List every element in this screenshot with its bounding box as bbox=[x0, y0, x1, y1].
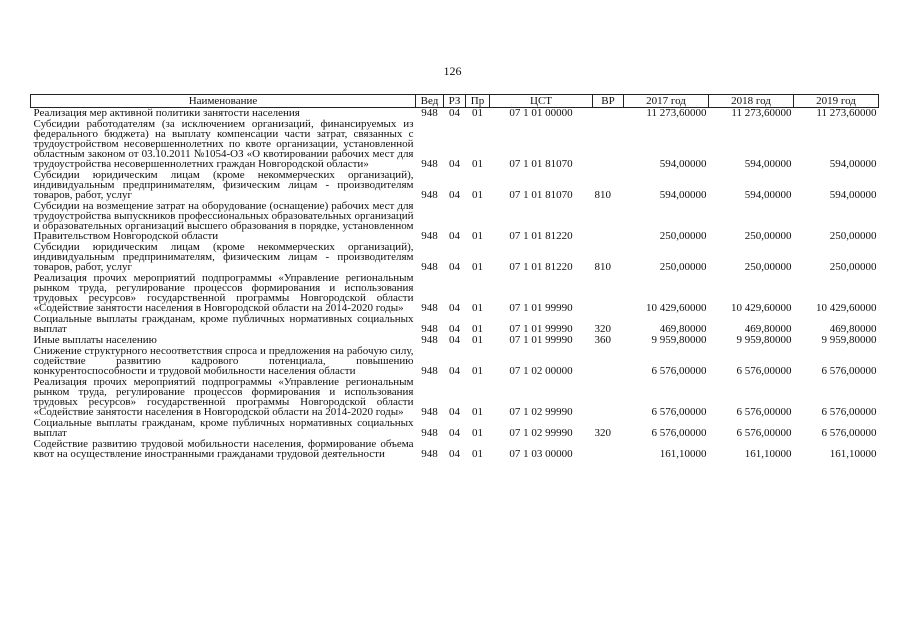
table-row bbox=[31, 377, 879, 418]
row-value-2017: 469,80000 bbox=[659, 323, 707, 335]
row-cst: 07 1 01 99990 bbox=[509, 302, 573, 314]
header-pr: Пр bbox=[466, 95, 490, 108]
row-value-2018: 469,80000 bbox=[744, 323, 792, 335]
row-cst: 07 1 03 00000 bbox=[509, 448, 573, 460]
row-name: Снижение структурного несоответствия спроса и предложения на рабочую силу, содействие развитию кадрового потенциала, повышению конкурентоспособности и трудовой мобильности населения области bbox=[33, 345, 414, 377]
row-ved: 948 bbox=[421, 334, 438, 346]
row-rz: 04 bbox=[449, 302, 460, 314]
header-cst: ЦСТ bbox=[490, 95, 593, 108]
row-ved: 948 bbox=[421, 107, 438, 119]
row-rz: 04 bbox=[449, 230, 460, 242]
table-row bbox=[31, 201, 879, 242]
row-value-2018: 6 576,00000 bbox=[736, 427, 792, 439]
table-row bbox=[31, 242, 879, 273]
row-cst: 07 1 02 99990 bbox=[509, 427, 573, 439]
row-name: Иные выплаты населению bbox=[33, 334, 157, 346]
table-row bbox=[31, 119, 879, 170]
row-value-2018: 6 576,00000 bbox=[736, 365, 792, 377]
table-row bbox=[31, 439, 879, 460]
row-vr bbox=[593, 119, 624, 170]
row-rz: 04 bbox=[449, 189, 460, 201]
row-value-2017: 11 273,60000 bbox=[646, 107, 707, 119]
row-vr bbox=[593, 377, 624, 418]
row-value-2019: 469,80000 bbox=[829, 323, 877, 335]
row-cst: 07 1 02 00000 bbox=[509, 365, 573, 377]
row-value-2018: 6 576,00000 bbox=[736, 406, 792, 418]
row-vr bbox=[593, 439, 624, 460]
row-name: Реализация мер активной политики занятости населения bbox=[33, 107, 300, 119]
row-cst: 07 1 01 00000 bbox=[509, 107, 573, 119]
page-number: 126 bbox=[443, 64, 462, 78]
row-value-2019: 250,00000 bbox=[829, 261, 877, 273]
row-pr: 01 bbox=[472, 365, 483, 377]
row-vr: 360 bbox=[594, 334, 611, 346]
row-cst: 07 1 01 81220 bbox=[509, 230, 573, 242]
table-header-row bbox=[31, 95, 879, 108]
row-rz: 04 bbox=[449, 107, 460, 119]
row-cst: 07 1 02 99990 bbox=[509, 406, 573, 418]
row-value-2017: 594,00000 bbox=[659, 189, 707, 201]
row-value-2017: 9 959,80000 bbox=[651, 334, 707, 346]
row-value-2019: 161,10000 bbox=[829, 448, 877, 460]
table-row bbox=[31, 418, 879, 439]
row-ved: 948 bbox=[421, 261, 438, 273]
row-value-2019: 594,00000 bbox=[829, 189, 877, 201]
row-rz: 04 bbox=[449, 448, 460, 460]
row-name: Субсидии на возмещение затрат на оборудование (оснащение) рабочих мест для трудоустройства выпускников профессиональных образовательных организаций и образовательных организаций высшего образования в порядке, установленном Правительством Новгородской области bbox=[33, 200, 414, 242]
row-vr: 810 bbox=[594, 261, 611, 273]
header-vr: ВР bbox=[593, 95, 624, 108]
row-name: Субсидии работодателям (за исключением организаций, финансируемых из федерального бюджета) на выплату компенсации части затрат, связанных с трудоустройством несовершеннолетних по квоте организации, установленной областным законом от 03.10.2011 №1054-ОЗ «О квотировании рабочих мест для трудоустройства несовершеннолетних граждан Новгородской области» bbox=[33, 118, 414, 170]
row-name: Реализация прочих мероприятий подпрограммы «Управление региональным рынком труда, регулирование процессов формирования и использования трудовых ресурсов» государственной программы Новгородской области «Содействие занятости населения в Новгородской области на 2014-2020 годы» bbox=[33, 272, 414, 314]
row-vr bbox=[593, 108, 624, 120]
row-pr: 01 bbox=[472, 334, 483, 346]
row-value-2017: 6 576,00000 bbox=[651, 406, 707, 418]
row-cst: 07 1 01 81070 bbox=[509, 158, 573, 170]
row-rz: 04 bbox=[449, 323, 460, 335]
row-value-2017: 250,00000 bbox=[659, 230, 707, 242]
row-pr: 01 bbox=[472, 230, 483, 242]
header-name: Наименование bbox=[31, 95, 416, 108]
row-value-2017: 250,00000 bbox=[659, 261, 707, 273]
row-value-2018: 250,00000 bbox=[744, 230, 792, 242]
row-name: Субсидии юридическим лицам (кроме некоммерческих организаций), индивидуальным предпринимателям, физическим лицам - производителям товаров, работ, услуг bbox=[33, 169, 414, 201]
row-pr: 01 bbox=[472, 323, 483, 335]
row-ved: 948 bbox=[421, 365, 438, 377]
row-vr bbox=[593, 201, 624, 242]
row-value-2018: 11 273,60000 bbox=[731, 107, 792, 119]
row-name: Социальные выплаты гражданам, кроме публичных нормативных социальных выплат bbox=[33, 313, 414, 335]
row-value-2019: 9 959,80000 bbox=[821, 334, 877, 346]
row-pr: 01 bbox=[472, 302, 483, 314]
row-value-2018: 161,10000 bbox=[744, 448, 792, 460]
table-row bbox=[31, 346, 879, 377]
table-row bbox=[31, 273, 879, 314]
table-row bbox=[31, 314, 879, 335]
row-value-2018: 594,00000 bbox=[744, 189, 792, 201]
row-value-2019: 10 429,60000 bbox=[816, 302, 877, 314]
row-ved: 948 bbox=[421, 302, 438, 314]
table-body bbox=[31, 108, 879, 461]
row-vr: 320 bbox=[594, 427, 611, 439]
row-value-2018: 250,00000 bbox=[744, 261, 792, 273]
row-rz: 04 bbox=[449, 365, 460, 377]
row-pr: 01 bbox=[472, 189, 483, 201]
row-rz: 04 bbox=[449, 406, 460, 418]
header-ved: Вед bbox=[416, 95, 444, 108]
row-pr: 01 bbox=[472, 427, 483, 439]
row-pr: 01 bbox=[472, 107, 483, 119]
row-value-2017: 6 576,00000 bbox=[651, 365, 707, 377]
row-cst: 07 1 01 99990 bbox=[509, 334, 573, 346]
row-cst: 07 1 01 81220 bbox=[509, 261, 573, 273]
row-rz: 04 bbox=[449, 158, 460, 170]
row-cst: 07 1 01 81070 bbox=[509, 189, 573, 201]
row-rz: 04 bbox=[449, 261, 460, 273]
row-cst: 07 1 01 99990 bbox=[509, 323, 573, 335]
header-2017: 2017 год bbox=[624, 95, 709, 108]
row-value-2019: 6 576,00000 bbox=[821, 365, 877, 377]
table-row bbox=[31, 170, 879, 201]
row-value-2019: 594,00000 bbox=[829, 158, 877, 170]
header-rz: РЗ bbox=[444, 95, 466, 108]
budget-table bbox=[30, 94, 879, 460]
row-ved: 948 bbox=[421, 158, 438, 170]
row-pr: 01 bbox=[472, 158, 483, 170]
header-2018: 2018 год bbox=[709, 95, 794, 108]
row-rz: 04 bbox=[449, 427, 460, 439]
row-ved: 948 bbox=[421, 323, 438, 335]
header-2019: 2019 год bbox=[794, 95, 879, 108]
row-value-2019: 11 273,60000 bbox=[816, 107, 877, 119]
row-rz: 04 bbox=[449, 334, 460, 346]
row-value-2018: 10 429,60000 bbox=[731, 302, 792, 314]
row-value-2019: 6 576,00000 bbox=[821, 406, 877, 418]
row-value-2017: 161,10000 bbox=[659, 448, 707, 460]
row-value-2017: 594,00000 bbox=[659, 158, 707, 170]
row-pr: 01 bbox=[472, 448, 483, 460]
row-ved: 948 bbox=[421, 230, 438, 242]
row-name: Реализация прочих мероприятий подпрограммы «Управление региональным рынком труда, регулирование процессов формирования и использования трудовых ресурсов» государственной программы Новгородской области «Содействие занятости населения в Новгородской области на 2014-2020 годы» bbox=[33, 376, 414, 418]
row-name: Субсидии юридическим лицам (кроме некоммерческих организаций), индивидуальным предпринимателям, физическим лицам - производителям товаров, работ, услуг bbox=[33, 241, 414, 273]
row-ved: 948 bbox=[421, 406, 438, 418]
row-value-2019: 250,00000 bbox=[829, 230, 877, 242]
row-vr bbox=[593, 346, 624, 377]
row-pr: 01 bbox=[472, 261, 483, 273]
row-vr: 320 bbox=[594, 323, 611, 335]
row-vr bbox=[593, 273, 624, 314]
row-value-2017: 10 429,60000 bbox=[646, 302, 707, 314]
row-ved: 948 bbox=[421, 427, 438, 439]
row-vr: 810 bbox=[594, 189, 611, 201]
row-ved: 948 bbox=[421, 448, 438, 460]
row-value-2017: 6 576,00000 bbox=[651, 427, 707, 439]
row-value-2018: 594,00000 bbox=[744, 158, 792, 170]
row-name: Содействие развитию трудовой мобильности населения, формирование объема квот на осуществление иностранными гражданами трудовой деятельности bbox=[33, 438, 414, 460]
row-ved: 948 bbox=[421, 189, 438, 201]
row-value-2019: 6 576,00000 bbox=[821, 427, 877, 439]
row-name: Социальные выплаты гражданам, кроме публичных нормативных социальных выплат bbox=[33, 417, 414, 439]
row-value-2018: 9 959,80000 bbox=[736, 334, 792, 346]
row-pr: 01 bbox=[472, 406, 483, 418]
